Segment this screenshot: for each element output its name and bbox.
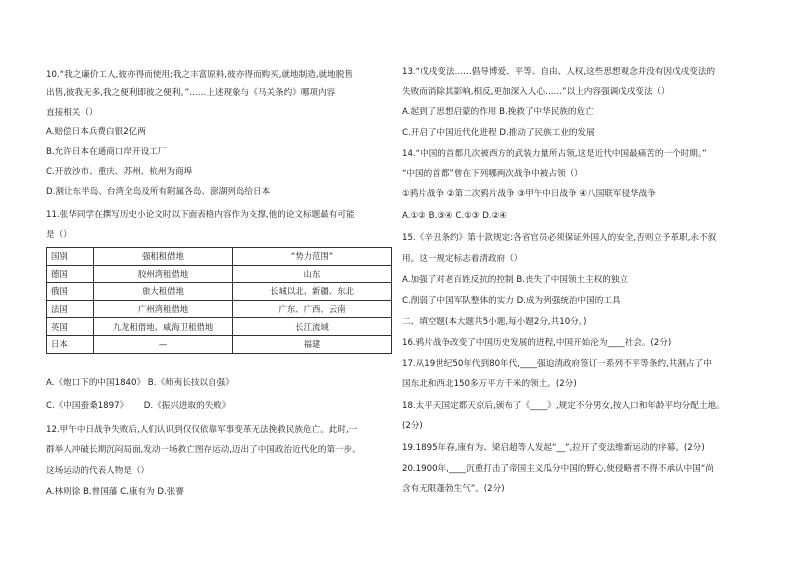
q17-line1: 17.从19世纪50年代到80年代,____强迫清政府签订一系列不平等条约,共割占了中 (402, 359, 712, 369)
table-row (47, 283, 392, 301)
q10-option-b: B.允许日本在通商口岸开设工厂 (46, 147, 167, 157)
q11-options-ab: A.《炮口下的中国1840》 B.《师夷长技以自强》 (46, 378, 234, 388)
q15-options-cd: C.削弱了中国军队整体的实力 D.成为列强统治中国的工具 (402, 296, 621, 306)
table-cell: 长江流域 (233, 318, 392, 336)
q18-line2: (2分) (402, 421, 423, 431)
table-cell: 长城以北、新疆、东北 (233, 283, 392, 301)
q14-events: ①鸦片战争 ②第二次鸦片战争 ③甲午中日战争 ④八国联军侵华战争 (402, 189, 656, 199)
q13-line1: 13.“戊戌变法……倡导博爱、平等、自由、人权,这些思想观念并没有因戊戌变法的 (402, 67, 716, 77)
table-cell: 旅大租借地 (94, 283, 233, 301)
q10-line2: 出售,彼我无多,我之便利即彼之便利。”……上述现象与《马关条约》哪项内容 (46, 88, 336, 98)
q10-option-d: D.割让东半岛、台湾全岛及所有附属各岛、澎湖列岛给日本 (46, 187, 271, 197)
table-cell: 法国 (47, 300, 94, 318)
table-cell: “势力范围” (233, 248, 392, 266)
q11-line1: 11.张华同学在撰写历史小论文时以下面表格内容作为支撑,他的论文标题最有可能 (46, 210, 355, 220)
q14-line2: “中国的首都”曾在下列哪两次战争中被占领（） (402, 169, 583, 179)
q15-line1: 15.《辛丑条约》第十款规定:各省官员必须保证外国人的安全,否则立予革职,永不叙 (402, 233, 717, 243)
q20-line2: 含有无限蓬勃生气”。(2分) (402, 484, 505, 494)
table-cell: 国别 (47, 248, 94, 266)
table-cell: 俄国 (47, 283, 94, 301)
q12-line1: 12.甲午中日战争失败后,人们认识到仅仅依靠军事变革无法挽救民族危亡。此时,一 (46, 425, 358, 435)
table-row (47, 265, 392, 283)
q11-options-cd: C.《中国蚕桑1897》 D.《振兴进取的失败》 (46, 401, 231, 411)
table-cell: 广东、广西、云南 (233, 300, 392, 318)
table-cell: 日本 (47, 335, 94, 353)
q11-table (46, 247, 392, 354)
table-row (47, 318, 392, 336)
section-heading: 二、填空题(本大题共5小题,每小题2分,共10分。) (402, 317, 587, 327)
q12-line2: 群举人冲破长期沉闷局面,发动一场救亡图存运动,迈出了中国政治近代化的第一步。 (46, 445, 361, 455)
table-cell: 九龙租借地、威海卫租借地 (94, 318, 233, 336)
table-cell: — (94, 335, 233, 353)
table-row (47, 248, 392, 266)
q10-line1: 10.“我之廉价工人,彼亦得而使用;我之丰富原料,彼亦得而购买,就地制造,就地脱售 (46, 70, 353, 80)
q14-line1: 14.“中国的首都几次被西方的武装力量所占领,这是近代中国最痛苦的一个时期。” (402, 149, 707, 159)
q10-option-a: A.赔偿日本兵费白银2亿两 (46, 127, 146, 137)
table-cell: 山东 (233, 265, 392, 283)
q13-options-cd: C.开启了中国近代化进程 D.推动了民族工业的发展 (402, 128, 595, 138)
table-cell: 英国 (47, 318, 94, 336)
q15-line2: 用。这一规定标志着清政府（） (402, 254, 523, 264)
q15-options-ab: A.加强了对老百姓反抗的控制 B.丧失了中国领土主权的独立 (402, 275, 629, 285)
q16: 16.鸦片战争改变了中国历史发展的进程,中国开始沦为____社会。(2分) (402, 338, 672, 348)
q17-line2: 国东北和西北150多万平方千米的领土。(2分) (402, 379, 577, 389)
table-row (47, 300, 392, 318)
table-cell: 强租租借地 (94, 248, 233, 266)
q11-line2: 是（） (46, 230, 72, 240)
q10-option-c: C.开放沙市、重庆、苏州、杭州为商埠 (46, 167, 193, 177)
q20-line1: 20.1900年,____沉重打击了帝国主义瓜分中国的野心,使侵略者不得不承认中国“尚 (402, 464, 714, 474)
q13-options-ab: A.起到了思想启蒙的作用 B.挽救了中华民族的危亡 (402, 107, 594, 117)
table-row (47, 335, 392, 353)
q18-line1: 18.太平天国定都天京后,颁布了《____》,规定不分男女,按人口和年龄平均分配土地。 (402, 401, 725, 411)
table-cell: 德国 (47, 265, 94, 283)
q12-line3: 这场运动的代表人物是（） (46, 466, 150, 476)
table-cell: 胶州湾租借地 (94, 265, 233, 283)
q14-options: A.①② B.③④ C.①③ D.②④ (402, 211, 507, 221)
q12-options: A.林则徐 B.曾国藩 C.康有为 D.张謇 (46, 487, 184, 497)
q13-line2: 失败而消除其影响,相反,更加深入人心……”以上内容强调戊戌变法（） (402, 87, 670, 97)
table-cell: 广州湾租借地 (94, 300, 233, 318)
q19: 19.1895年春,康有为、梁启超等人发起“__”,拉开了变法维新运动的序幕。(2分) (402, 443, 705, 453)
q10-line3: 直接相关（） (46, 108, 98, 118)
table-cell: 福建 (233, 335, 392, 353)
